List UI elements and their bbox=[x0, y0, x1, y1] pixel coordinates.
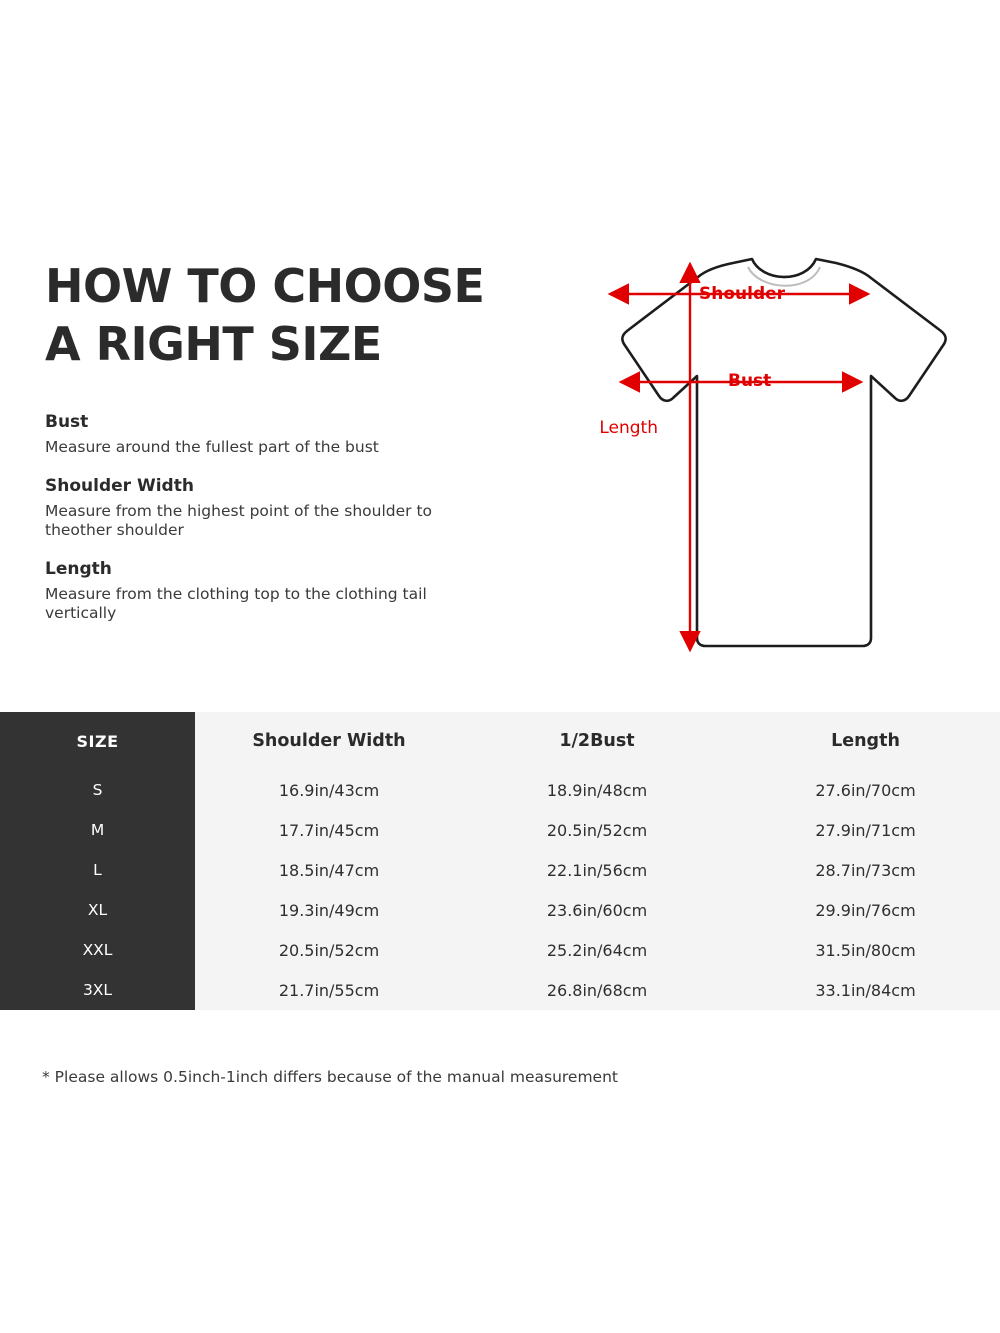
cell-shoulder-width: 21.7in/55cm bbox=[195, 970, 463, 1010]
definition-shoulder-width-term: Shoulder Width bbox=[45, 475, 194, 496]
cell-half-bust: 18.9in/48cm bbox=[463, 770, 731, 810]
cell-length: 28.7in/73cm bbox=[731, 850, 1000, 890]
page-title-line-1: HOW TO CHOOSE bbox=[45, 259, 485, 313]
column-header-length: Length bbox=[731, 712, 1000, 770]
cell-half-bust: 26.8in/68cm bbox=[463, 970, 731, 1010]
cell-half-bust: 23.6in/60cm bbox=[463, 890, 731, 930]
cell-size: XXL bbox=[0, 930, 195, 970]
table-header-row bbox=[0, 712, 1000, 770]
measurement-footnote: * Please allows 0.5inch-1inch differs because of the manual measurement bbox=[42, 1068, 618, 1086]
table-row bbox=[0, 850, 1000, 890]
cell-half-bust: 20.5in/52cm bbox=[463, 810, 731, 850]
cell-shoulder-width: 17.7in/45cm bbox=[195, 810, 463, 850]
table-row bbox=[0, 810, 1000, 850]
cell-shoulder-width: 20.5in/52cm bbox=[195, 930, 463, 970]
shoulder-measure-label: Shoulder bbox=[699, 284, 786, 304]
cell-size: 3XL bbox=[0, 970, 195, 1010]
cell-half-bust: 25.2in/64cm bbox=[463, 930, 731, 970]
column-header-half-bust: 1/2Bust bbox=[463, 712, 731, 770]
table-row bbox=[0, 890, 1000, 930]
definition-bust bbox=[45, 412, 495, 457]
definition-shoulder-width-description: Measure from the highest point of the shoulder to theother shoulder bbox=[45, 501, 433, 539]
column-header-shoulder-width: Shoulder Width bbox=[195, 712, 463, 770]
cell-size: XL bbox=[0, 890, 195, 930]
length-measure-label: Length bbox=[599, 418, 658, 438]
definition-length-term: Length bbox=[45, 558, 112, 579]
cell-shoulder-width: 16.9in/43cm bbox=[195, 770, 463, 810]
cell-size: L bbox=[0, 850, 195, 890]
definition-bust-term: Bust bbox=[45, 412, 89, 432]
column-header-size: SIZE bbox=[0, 712, 195, 770]
cell-shoulder-width: 18.5in/47cm bbox=[195, 850, 463, 890]
cell-length: 29.9in/76cm bbox=[731, 890, 1000, 930]
table-row bbox=[0, 930, 1000, 970]
table-row bbox=[0, 770, 1000, 810]
definition-bust-description: Measure around the fullest part of the bust bbox=[45, 438, 379, 456]
page-title-line-2: A RIGHT SIZE bbox=[45, 316, 382, 371]
tshirt-measurement-diagram bbox=[500, 238, 980, 688]
tshirt-outline bbox=[622, 259, 945, 646]
cell-half-bust: 22.1in/56cm bbox=[463, 850, 731, 890]
size-chart-table bbox=[0, 712, 1000, 1010]
definition-length bbox=[45, 559, 495, 623]
table-row bbox=[0, 970, 1000, 1010]
cell-length: 33.1in/84cm bbox=[731, 970, 1000, 1010]
size-chart-table-wrapper bbox=[0, 712, 1000, 1010]
cell-size: M bbox=[0, 810, 195, 850]
measurement-definitions bbox=[45, 412, 495, 642]
bust-measure-label: Bust bbox=[728, 371, 772, 391]
definition-length-description: Measure from the clothing top to the clothing tail vertically bbox=[45, 584, 427, 622]
cell-size: S bbox=[0, 770, 195, 810]
page-title bbox=[45, 258, 485, 373]
cell-length: 31.5in/80cm bbox=[731, 930, 1000, 970]
cell-length: 27.6in/70cm bbox=[731, 770, 1000, 810]
cell-length: 27.9in/71cm bbox=[731, 810, 1000, 850]
cell-shoulder-width: 19.3in/49cm bbox=[195, 890, 463, 930]
definition-shoulder-width bbox=[45, 476, 495, 540]
